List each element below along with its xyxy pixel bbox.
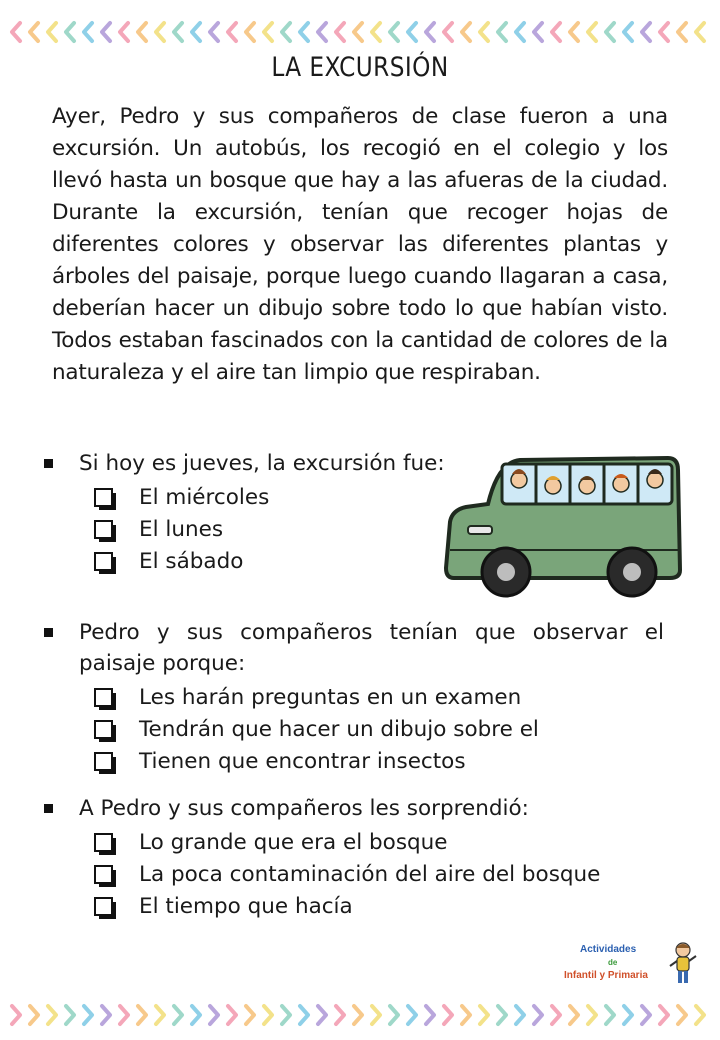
chevron-mark — [66, 1006, 74, 1024]
chevron-mark — [300, 1006, 308, 1024]
chevron-mark — [696, 23, 704, 41]
chevron-mark — [120, 1006, 128, 1024]
chevron-mark — [102, 23, 110, 41]
answer-label: El miércoles — [139, 484, 270, 510]
chevron-mark — [660, 1006, 668, 1024]
chevron-mark — [516, 1006, 524, 1024]
chevron-mark — [246, 23, 254, 41]
chevron-mark — [534, 23, 542, 41]
chevron-mark — [462, 23, 470, 41]
chevron-mark — [192, 23, 200, 41]
checkbox-icon[interactable] — [94, 865, 113, 884]
chevron-mark — [174, 1006, 182, 1024]
child-mascot-icon — [668, 940, 698, 986]
checkbox-icon[interactable] — [94, 720, 113, 739]
chevron-mark — [138, 23, 146, 41]
chevron-mark — [588, 1006, 596, 1024]
chevron-mark — [264, 1006, 272, 1024]
chevron-mark — [606, 23, 614, 41]
chevron-mark — [66, 23, 74, 41]
chevron-mark — [156, 23, 164, 41]
chevron-mark — [12, 1006, 20, 1024]
chevron-mark — [534, 1006, 542, 1024]
checkbox-icon[interactable] — [94, 897, 113, 916]
chevron-mark — [444, 23, 452, 41]
answer-label: Tienen que encontrar insectos — [139, 748, 466, 774]
logo-line-2: de — [608, 958, 618, 967]
chevron-mark — [120, 23, 128, 41]
chevron-mark — [192, 1006, 200, 1024]
checkbox-icon[interactable] — [94, 752, 113, 771]
chevron-mark — [210, 23, 218, 41]
chevron-mark — [336, 1006, 344, 1024]
checkbox-icon[interactable] — [94, 688, 113, 707]
chevron-mark — [480, 23, 488, 41]
chevron-mark — [390, 1006, 398, 1024]
checkbox-icon[interactable] — [94, 520, 113, 539]
chevron-mark — [588, 23, 596, 41]
chevron-mark — [444, 1006, 452, 1024]
chevron-mark — [336, 23, 344, 41]
chevron-mark — [318, 1006, 326, 1024]
answer-option[interactable] — [94, 745, 664, 777]
square-bullet-icon — [44, 628, 53, 637]
chevron-mark — [264, 23, 272, 41]
square-bullet-icon — [44, 459, 53, 468]
chevron-mark — [318, 23, 326, 41]
answer-option[interactable] — [94, 826, 664, 858]
question-2-prompt: Pedro y sus compañeros tenían que observar el paisaje porque: — [79, 620, 664, 676]
chevron-mark — [228, 23, 236, 41]
chevron-mark — [696, 1006, 704, 1024]
question-1-prompt: Si hoy es jueves, la excursión fue: — [79, 451, 445, 476]
answer-label: Les harán preguntas en un examen — [139, 684, 522, 710]
chevron-mark — [102, 1006, 110, 1024]
answer-option[interactable] — [94, 858, 664, 890]
chevron-mark — [48, 23, 56, 41]
answer-label: El tiempo que hacía — [139, 893, 353, 919]
chevron-mark — [516, 23, 524, 41]
answer-option[interactable] — [94, 545, 464, 577]
chevron-mark — [174, 23, 182, 41]
chevron-mark — [30, 1006, 38, 1024]
answer-label: El sábado — [139, 548, 244, 574]
page-title: LA EXCURSIÓN — [271, 52, 449, 83]
answer-option[interactable] — [94, 713, 664, 745]
logo-line-1: Actividades — [580, 944, 637, 955]
answer-label: El lunes — [139, 516, 224, 542]
bottom-chevron-border — [0, 1003, 720, 1027]
chevron-mark — [480, 1006, 488, 1024]
question-3-prompt: A Pedro y sus compañeros les sorprendió: — [79, 796, 529, 821]
answer-label: La poca contaminación del aire del bosque — [139, 861, 601, 887]
chevron-mark — [624, 1006, 632, 1024]
chevron-mark — [282, 1006, 290, 1024]
chevron-mark — [282, 23, 290, 41]
chevron-mark — [30, 23, 38, 41]
chevron-mark — [354, 1006, 362, 1024]
chevron-mark — [408, 23, 416, 41]
school-bus-icon — [440, 452, 685, 602]
answer-label: Lo grande que era el bosque — [139, 829, 448, 855]
checkbox-icon[interactable] — [94, 488, 113, 507]
chevron-mark — [246, 1006, 254, 1024]
chevron-mark — [156, 1006, 164, 1024]
logo-line-3: Infantil y Primaria — [564, 970, 648, 981]
question-2 — [44, 617, 664, 777]
chevron-mark — [390, 23, 398, 41]
chevron-mark — [426, 23, 434, 41]
chevron-mark — [642, 23, 650, 41]
top-chevron-border — [0, 20, 720, 44]
chevron-mark — [48, 1006, 56, 1024]
chevron-mark — [498, 1006, 506, 1024]
answer-option[interactable] — [94, 890, 664, 922]
checkbox-icon[interactable] — [94, 833, 113, 852]
question-3 — [44, 793, 664, 922]
checkbox-icon[interactable] — [94, 552, 113, 571]
chevron-mark — [84, 23, 92, 41]
chevron-mark — [642, 1006, 650, 1024]
chevron-mark — [660, 23, 668, 41]
answer-option[interactable] — [94, 481, 464, 513]
square-bullet-icon — [44, 804, 53, 813]
chevron-mark — [606, 1006, 614, 1024]
chevron-mark — [552, 23, 560, 41]
chevron-mark — [570, 23, 578, 41]
chevron-mark — [498, 23, 506, 41]
chevron-mark — [426, 1006, 434, 1024]
chevron-mark — [678, 1006, 686, 1024]
chevron-mark — [354, 23, 362, 41]
chevron-mark — [678, 23, 686, 41]
chevron-mark — [12, 23, 20, 41]
answer-label: Tendrán que hacer un dibujo sobre el — [139, 716, 539, 742]
chevron-mark — [84, 1006, 92, 1024]
chevron-mark — [462, 1006, 470, 1024]
chevron-mark — [228, 1006, 236, 1024]
chevron-mark — [372, 1006, 380, 1024]
chevron-mark — [372, 23, 380, 41]
chevron-mark — [570, 1006, 578, 1024]
site-logo — [560, 940, 710, 995]
chevron-mark — [210, 1006, 218, 1024]
chevron-mark — [408, 1006, 416, 1024]
question-1 — [44, 448, 464, 577]
answer-option[interactable] — [94, 681, 664, 713]
chevron-mark — [300, 23, 308, 41]
answer-option[interactable] — [94, 513, 464, 545]
chevron-mark — [624, 23, 632, 41]
story-paragraph: Ayer, Pedro y sus compañeros de clase fueron a una excursión. Un autobús, los recogió en el colegio y los llevó hasta un bosque que hay a las afueras de la ciudad. Durante la excursión, tenían que recoger hojas de diferentes colores y observar las diferentes plantas y árboles del paisaje, porque luego cuando llagaran a casa, deberían hacer un dibujo sobre todo lo que habían visto. Todos estaban fascinados con la cantidad de colores de la naturaleza y el aire tan limpio que respiraban. — [52, 104, 668, 385]
chevron-mark — [138, 1006, 146, 1024]
chevron-mark — [552, 1006, 560, 1024]
